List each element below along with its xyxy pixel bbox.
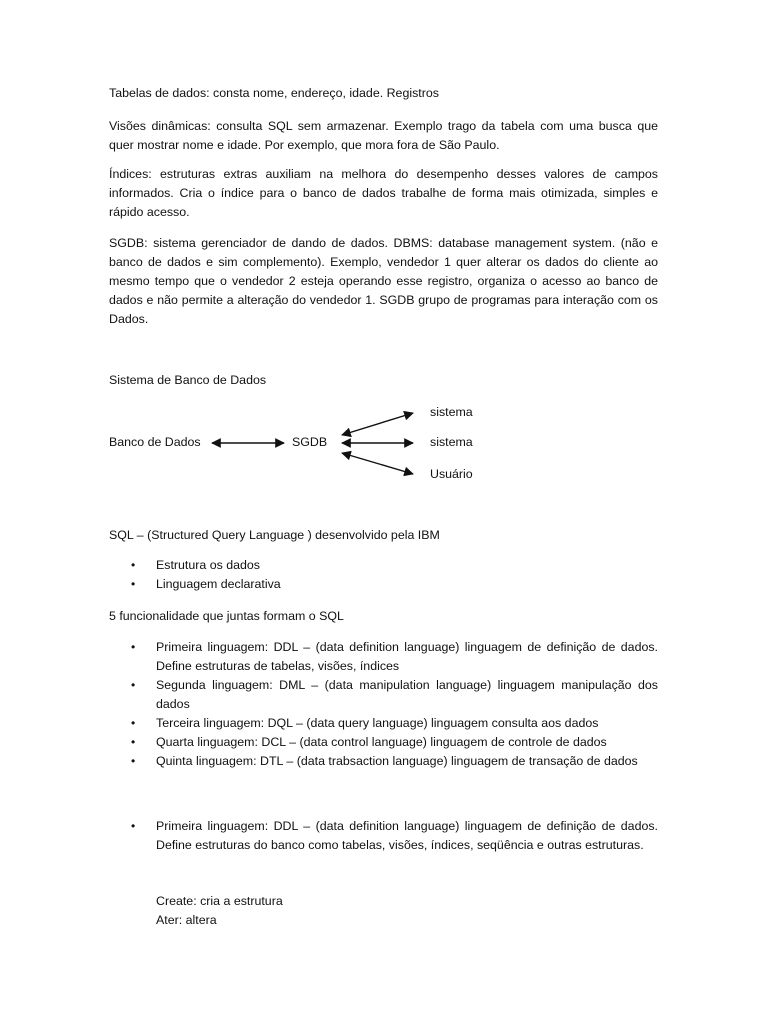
paragraph-visoes: Visões dinâmicas: consulta SQL sem armazenar. Exemplo trago da tabela com uma busca que quer mostrar nome e idade. Por exemplo, que mora fora de São Paulo. [109,119,658,152]
paragraph-tabelas: Tabelas de dados: consta nome, endereço, idade. Registros [109,86,439,100]
bullet-icon: • [131,716,136,730]
sql-heading: SQL – (Structured Query Language ) desenvolvido pela IBM [109,528,440,542]
list-item: • Primeira linguagem: DDL – (data definition language) linguagem de definição de dados. Define estruturas de tabelas, visões, índices [131,640,658,673]
list-item: • Segunda linguagem: DML – (data manipulation language) linguagem manipulação dos dados [131,678,658,711]
paragraph-sgdb: SGDB: sistema gerenciador de dando de dados. DBMS: database management system. (não e banco de dados e sim complemento). Exemplo, vendedor 1 quer alterar os dados do cliente ao mesmo tempo que o vendedor 2 esteja operando esse registro, organiza o acesso ao banco de dados e não permite a alteração do vendedor 1. SGDB grupo de programas para interação com os Dados. [109,236,658,326]
sql-bullets [109,556,658,594]
bullet-icon: • [131,678,136,692]
ddl-alter: Ater: altera [156,913,217,927]
diagram-node-banco: Banco de Dados [109,435,201,449]
list-item: • Linguagem declarativa [109,575,658,594]
ddl-create: Create: cria a estrutura [156,894,283,908]
ddl-detail-list [109,817,658,855]
diagram-node-sistema-top: sistema [430,405,473,419]
list-item: • Primeira linguagem: DDL – (data definition language) linguagem de definição de dados. Define estruturas do banco como tabelas, visões, índices, seqüência e outras estruturas. [131,819,658,852]
paragraph-indices: Índices: estruturas extras auxiliam na melhora do desempenho desses valores de campos informados. Cria o índice para o banco de dados trabalhe de forma mais otimizada, simples e rápido acesso. [109,167,658,219]
sql-func-heading: 5 funcionalidade que juntas formam o SQL [109,609,344,623]
bullet-icon: • [131,577,136,591]
arrow-sgdb-sistema-top [342,413,413,435]
sql-languages-list [109,638,658,771]
bullet-icon: • [131,819,136,833]
list-item: • Quarta linguagem: DCL – (data control language) linguagem de controle de dados [109,733,658,752]
list-item: • Quinta linguagem: DTL – (data trabsaction language) linguagem de transação de dados [109,752,658,771]
list-item: • Terceira linguagem: DQL – (data query language) linguagem consulta aos dados [109,714,658,733]
list-item: • Estrutura os dados [109,556,658,575]
bullet-icon: • [131,558,136,572]
diagram-node-usuario: Usuário [430,467,473,481]
bullet-icon: • [131,754,136,768]
diagram-title: Sistema de Banco de Dados [109,373,267,387]
diagram-node-sgdb: SGDB [292,435,328,449]
bullet-icon: • [131,640,136,654]
diagram-node-sistema-mid: sistema [430,435,473,449]
arrow-sgdb-usuario [342,453,413,474]
bullet-icon: • [131,735,136,749]
